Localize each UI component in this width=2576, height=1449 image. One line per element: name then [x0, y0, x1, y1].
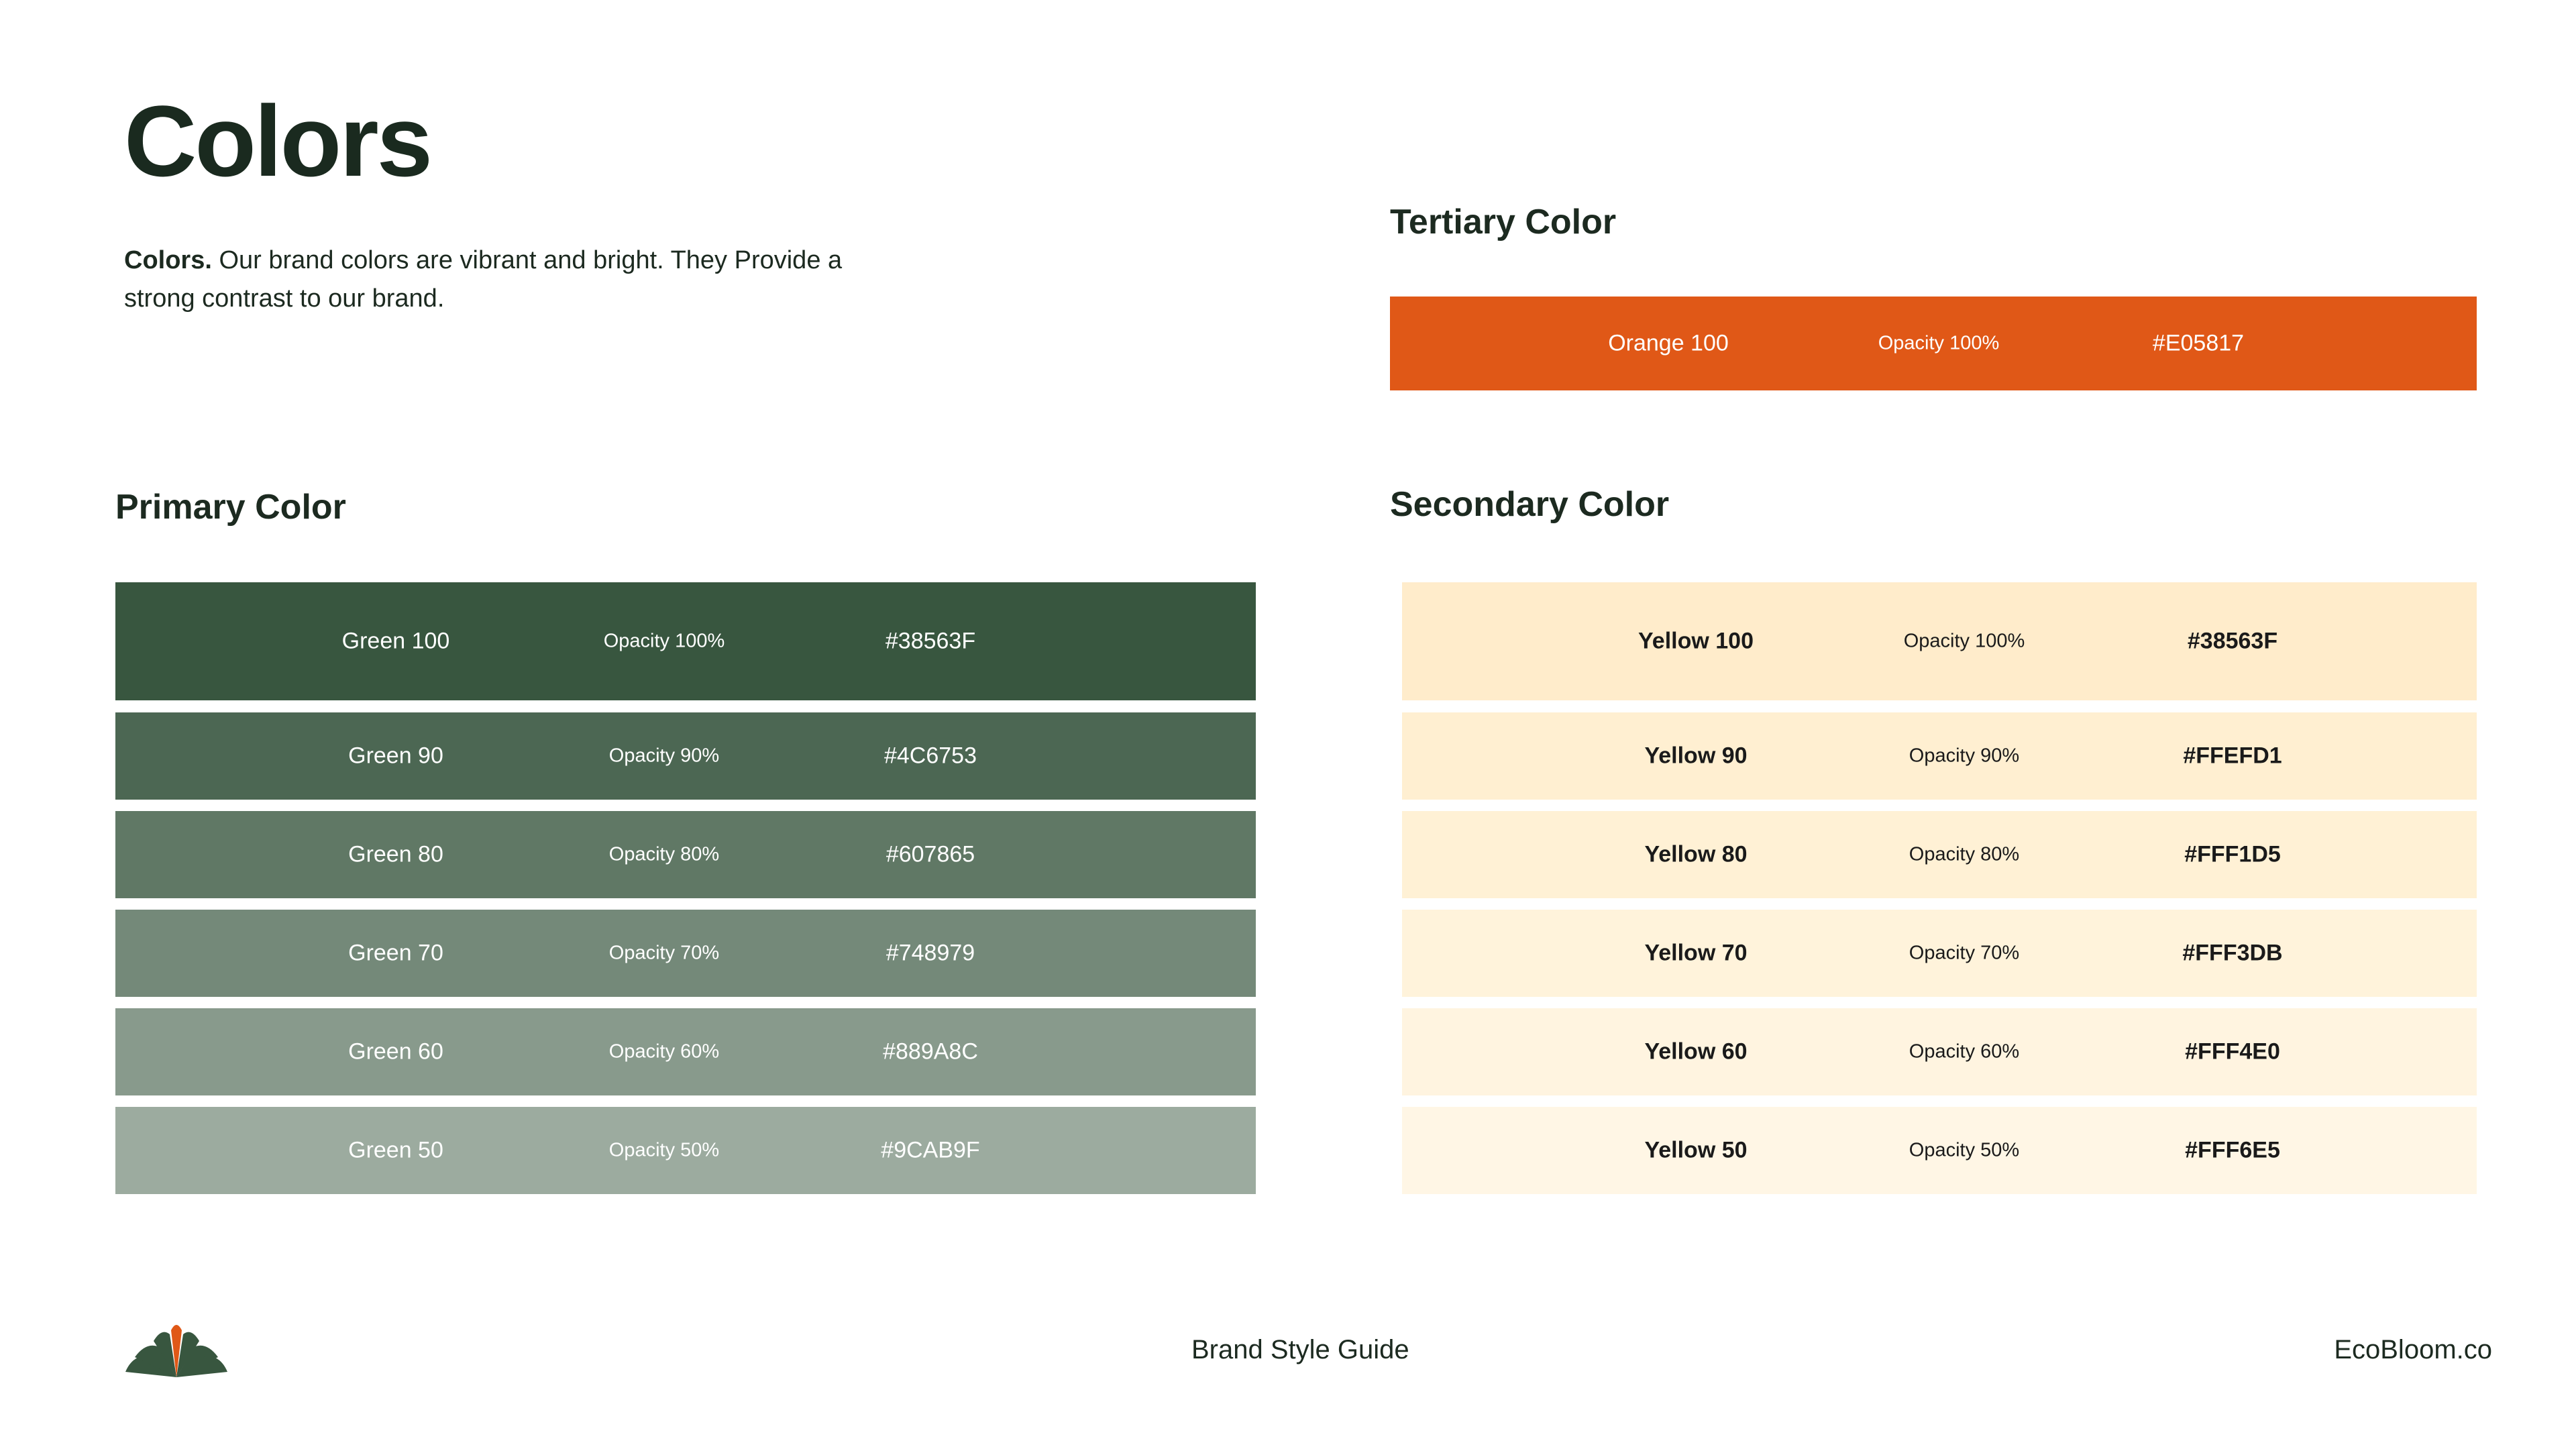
swatch-opacity: Opacity 50%	[608, 1139, 720, 1161]
swatch-name: Yellow 90	[1644, 743, 1748, 769]
swatch-name: Yellow 50	[1644, 1137, 1748, 1163]
tertiary-color-title: Tertiary Color	[1390, 203, 1617, 241]
swatch-hex: #FFEFD1	[2183, 743, 2282, 769]
fan-leaf-logo-icon	[123, 1318, 230, 1380]
swatch-opacity: Opacity 60%	[608, 1040, 720, 1063]
primary-swatch-row	[115, 811, 1256, 898]
swatch-name: Green 50	[348, 1137, 443, 1163]
secondary-swatch-row	[1402, 1008, 2477, 1095]
secondary-swatch-row	[1402, 712, 2477, 800]
secondary-color-title: Secondary Color	[1390, 485, 1670, 524]
page-title: Colors	[124, 85, 431, 197]
swatch-opacity: Opacity 60%	[1909, 1040, 2020, 1063]
swatch-name: Green 100	[341, 628, 450, 654]
swatch-hex: #748979	[885, 940, 975, 966]
intro-text: Our brand colors are vibrant and bright. They Provide a strong contrast to our brand.	[124, 246, 843, 313]
swatch-hex: #FFF3DB	[2182, 940, 2283, 966]
swatch-opacity: Opacity 80%	[1909, 843, 2020, 865]
swatch-name: Orange 100	[1608, 330, 1729, 356]
footer-brand-style-guide: Brand Style Guide	[1191, 1335, 1409, 1364]
footer-website: EcoBloom.co	[2334, 1335, 2492, 1364]
primary-swatch-row	[115, 910, 1256, 997]
swatch-name: Yellow 60	[1644, 1038, 1748, 1065]
swatch-opacity: Opacity 80%	[608, 843, 720, 865]
primary-swatch-row	[115, 712, 1256, 800]
swatch-hex: #9CAB9F	[881, 1137, 980, 1163]
swatch-opacity: Opacity 100%	[1903, 630, 2025, 652]
swatch-opacity: Opacity 90%	[1909, 745, 2020, 767]
swatch-hex: #FFF4E0	[2185, 1038, 2280, 1065]
secondary-swatch-row	[1402, 582, 2477, 700]
swatch-hex: #4C6753	[883, 743, 977, 769]
secondary-swatch-row	[1402, 1107, 2477, 1194]
swatch-hex: #889A8C	[883, 1038, 978, 1065]
swatch-name: Yellow 70	[1644, 940, 1748, 966]
primary-swatch-row	[115, 582, 1256, 700]
tertiary-swatch-orange-100	[1390, 297, 2477, 390]
secondary-swatch-row	[1402, 910, 2477, 997]
swatch-opacity: Opacity 70%	[608, 942, 720, 964]
swatch-name: Yellow 80	[1644, 841, 1748, 867]
swatch-hex: #607865	[885, 841, 975, 867]
swatch-name: Green 70	[348, 940, 443, 966]
intro-paragraph	[124, 241, 896, 318]
swatch-hex: #FFF6E5	[2185, 1137, 2280, 1163]
secondary-swatch-row	[1402, 811, 2477, 898]
swatch-hex: #38563F	[2187, 628, 2278, 654]
swatch-hex: #E05817	[2152, 330, 2245, 356]
swatch-name: Green 60	[348, 1038, 443, 1065]
primary-color-title: Primary Color	[115, 488, 346, 527]
intro-bold-lead: Colors.	[124, 246, 212, 274]
swatch-opacity: Opacity 90%	[608, 745, 720, 767]
swatch-name: Yellow 100	[1638, 628, 1754, 654]
swatch-opacity: Opacity 70%	[1909, 942, 2020, 964]
swatch-opacity: Opacity 100%	[1878, 332, 2000, 354]
swatch-name: Green 90	[348, 743, 443, 769]
swatch-hex: #FFF1D5	[2184, 841, 2281, 867]
primary-swatch-row	[115, 1107, 1256, 1194]
swatch-opacity: Opacity 100%	[603, 630, 725, 652]
swatch-name: Green 80	[348, 841, 443, 867]
primary-swatch-row	[115, 1008, 1256, 1095]
swatch-opacity: Opacity 50%	[1909, 1139, 2020, 1161]
swatch-hex: #38563F	[885, 628, 976, 654]
